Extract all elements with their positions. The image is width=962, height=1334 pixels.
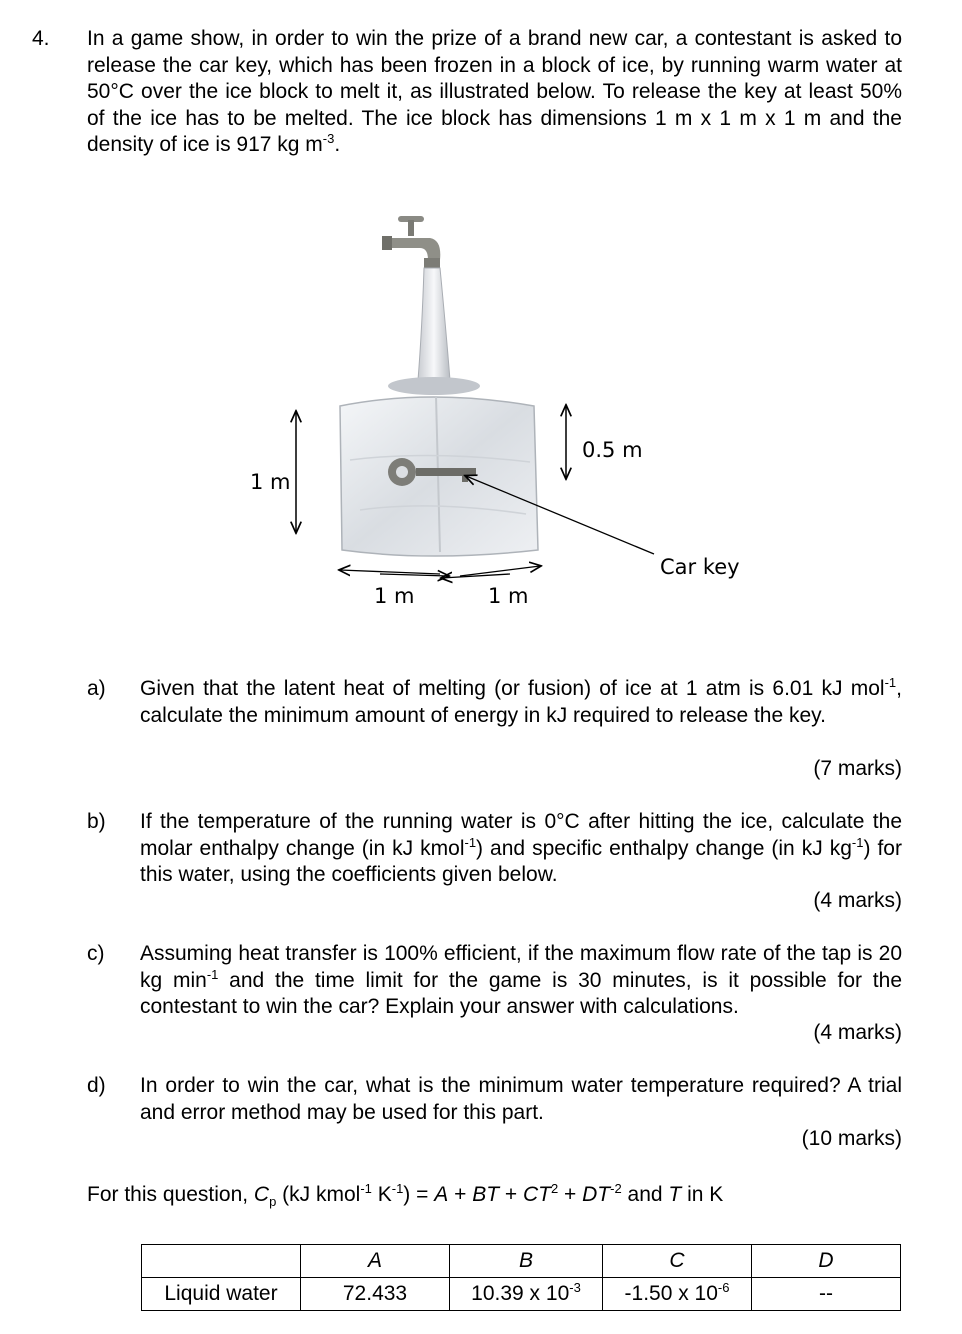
table-cell-a: 72.433 [301,1278,450,1311]
part-b-text: If the temperature of the running water is 0°C after hitting the ice, calculate the molar enthalpy change (in kJ kmol$^{-1}$) and specific enthalpy change (in kJ $kg^{-1}$) for this water, using the coefficients given below. [140,810,902,886]
part-b-letter: b) [87,810,106,833]
car-key-label: Car key [660,555,740,579]
part-d-text: In order to win the car, what is the minimum water temperature required? A trial and error method may be used for this part. [140,1074,902,1124]
part-a-marks: (7 marks) [813,757,902,780]
table-header-row [142,1245,901,1278]
width-right-label: 1 m [488,584,529,608]
part-b-marks: (4 marks) [813,889,902,912]
part-c-text: Assuming heat transfer is 100% efficient, if the maximum flow rate of the tap is 20 kg $\min^{-1}$ and the time limit for the game is 30 minutes, is it possible for the contestant to win the car? Explain your answer with calculations. [140,942,902,1018]
width-arrow-left [340,570,440,574]
width-left-label: 1 m [374,584,415,608]
ice-block-figure [230,200,790,620]
table-cell-c: -1.50 x $10^{-6}$ [603,1278,752,1311]
table-header-b: B [450,1245,603,1278]
table-cell-substance: Liquid water [142,1278,301,1311]
question-intro: In a game show, in order to win the prize of a brand new car, a contestant is asked to release the car key, which has been frozen in a block of ice, by running warm water at 50°C over the ice block to melt it, as illustrated below. To release the key at least 50% of the ice has to be melted. The ice block has dimensions 1 m x 1 m x 1 m and the density of ice is 917 kg $m^{-3}$. [87,27,902,156]
table-cell-d: -- [752,1278,901,1311]
part-a-letter: a) [87,677,106,700]
table-header-empty [142,1245,301,1278]
table-header-d: D [752,1245,901,1278]
part-d-marks: (10 marks) [801,1127,902,1150]
water-stream [388,268,480,395]
part-d-letter: d) [87,1074,106,1097]
height-label: 1 m [250,470,291,494]
table-cell-b: 10.39 x $10^{-3}$ [450,1278,603,1311]
table-header-c: C [603,1245,752,1278]
table-header-a: A [301,1245,450,1278]
part-a-text: Given that the latent heat of melting (or fusion) of ice at 1 atm is 6.01 kJ mol$^{-1}$, calculate the minimum amount of energy in kJ required to release the key. [140,675,902,727]
question-number: 4. [32,27,50,50]
coefficient-table [141,1244,901,1311]
table-row [142,1278,901,1311]
part-c-letter: c) [87,942,105,965]
water-depth-label: 0.5 m [582,438,643,462]
part-c-marks: (4 marks) [813,1021,902,1044]
heat-capacity-formula: For this question, $C_p$ (kJ kmol$^{-1}$ $K^{-1}) = A$ + BT + $CT^2 + DT^{-2}$ and T in K [87,1181,724,1210]
tap-icon [382,216,440,268]
